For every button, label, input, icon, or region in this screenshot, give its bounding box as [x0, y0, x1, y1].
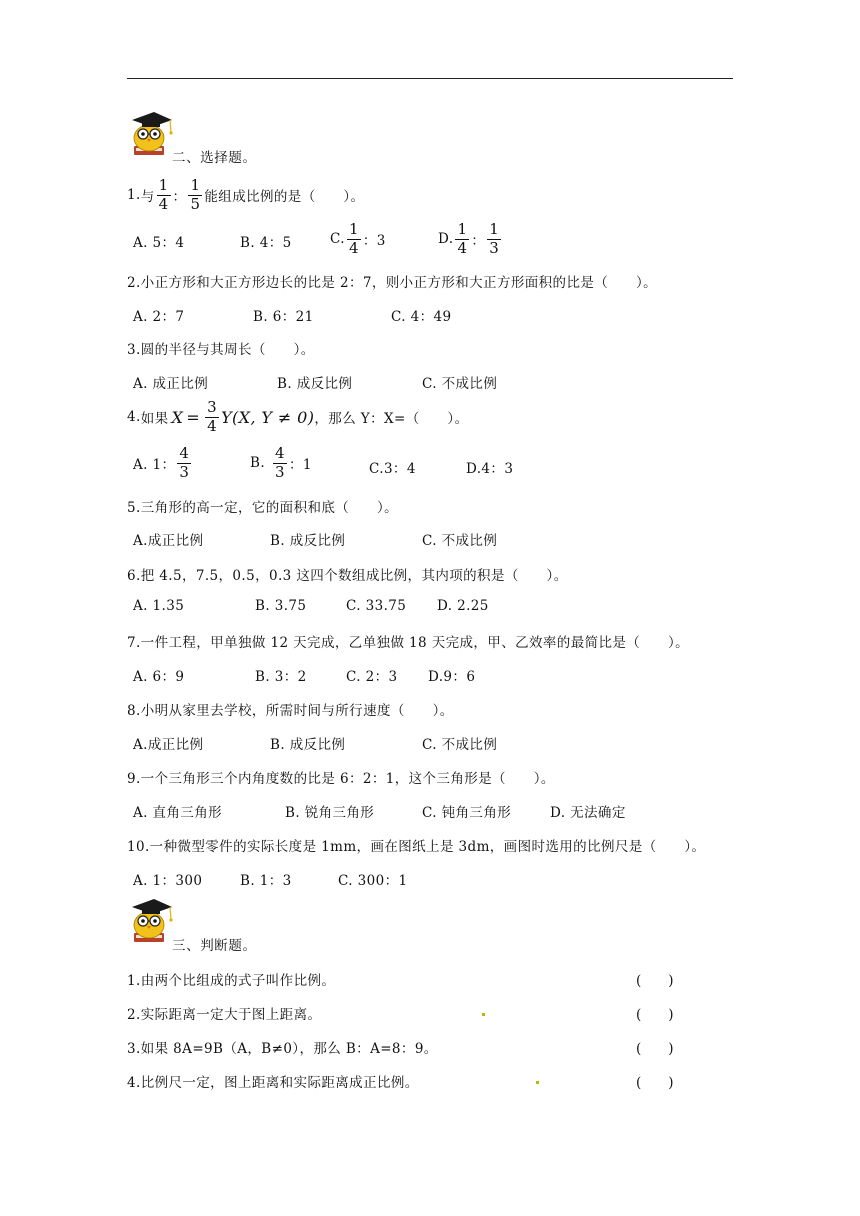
question-number: 1.: [127, 187, 141, 204]
question-text: 把 4.5，7.5，0.5，0.3 这四个数组成比例，其内项的积是（ ）。: [140, 568, 568, 584]
question-number: 10.: [127, 839, 150, 855]
question-5: [127, 496, 398, 516]
option-a[interactable]: A. 1.35: [133, 598, 185, 614]
option-b[interactable]: B. 6：21: [253, 309, 314, 325]
question-number: 7.: [127, 635, 141, 651]
fraction: $\frac{1}{5}$: [190, 176, 201, 213]
question-10: [127, 835, 705, 855]
option-b[interactable]: B. 3：2: [255, 669, 307, 685]
option-d[interactable]: D.4：3: [466, 461, 514, 477]
question-text: 与: [140, 189, 155, 206]
question-text: 能组成比例的是（ ）。: [204, 189, 365, 206]
question-number: 8.: [127, 703, 141, 719]
option-a[interactable]: A. 1：300: [133, 873, 203, 889]
option-d[interactable]: D. 无法确定: [550, 805, 626, 821]
option-c[interactable]: C.3：4: [369, 461, 416, 477]
option-c[interactable]: C. 4：49: [391, 309, 452, 325]
option-d[interactable]: D. $\frac{1}{4}$ ： $\frac{1}{3}$: [438, 220, 500, 257]
question-text: 小正方形和大正方形边长的比是 2：7，则小正方形和大正方形面积的比是（ ）。: [140, 275, 658, 291]
fraction: $\frac{1}{4}$: [158, 176, 169, 213]
question-3: [127, 338, 315, 358]
question-7: [127, 631, 689, 651]
judge-item-4: 4.比例尺一定，图上距离和实际距离成正比例。: [127, 1075, 419, 1091]
question-8: [127, 699, 454, 719]
option-c[interactable]: C. 300：1: [338, 873, 408, 889]
option-b[interactable]: B. 成反比例: [277, 376, 353, 392]
question-text: 如果: [140, 411, 169, 428]
option-b[interactable]: B. 1：3: [240, 873, 292, 889]
option-b[interactable]: B. 锐角三角形: [285, 805, 375, 821]
owl-graduate-icon: [124, 895, 176, 951]
question-2: [127, 271, 657, 291]
option-a[interactable]: A. 5：4: [133, 235, 185, 251]
question-number: 4.: [127, 409, 141, 426]
answer-blank[interactable]: ( ): [636, 1007, 674, 1023]
question-1: 1. 与 $\frac{1}{4}$ ： $\frac{1}{5}$ 能组成比例的是（ ）。: [127, 176, 365, 213]
option-b[interactable]: B. 成反比例: [270, 737, 346, 753]
question-text: 一件工程，甲单独做 12 天完成，乙单独做 18 天完成，甲、乙效率的最简比是（ ）。: [140, 635, 690, 651]
option-b[interactable]: B. 4：5: [240, 235, 292, 251]
question-number: 2.: [127, 275, 141, 291]
option-d[interactable]: D. 2.25: [437, 598, 489, 614]
question-9: [127, 767, 555, 787]
option-a[interactable]: A. 6：9: [133, 669, 185, 685]
option-a[interactable]: A.成正比例: [133, 533, 204, 549]
option-c[interactable]: C. 33.75: [346, 598, 407, 614]
option-a[interactable]: A. 2：7: [133, 309, 185, 325]
answer-blank[interactable]: ( ): [636, 1041, 674, 1057]
section-title: 二、选择题。: [172, 150, 257, 166]
question-text: 一个三角形三个内角度数的比是 6：2：1，这个三角形是（ ）。: [140, 771, 555, 787]
option-b[interactable]: B. 3.75: [255, 598, 307, 614]
question-text: 小明从家里去学校，所需时间与所行速度（ ）。: [140, 703, 454, 719]
speck-mark: [482, 1013, 485, 1016]
judge-item-3: 3.如果 8A=9B（A，B≠0），那么 B：A=8：9。: [127, 1041, 438, 1057]
question-number: 6.: [127, 568, 141, 584]
owl-graduate-icon: [124, 108, 176, 164]
section-title: 三、判断题。: [172, 938, 257, 954]
question-4: 4. 如果 X = $\frac{3}{4}$ Y (X, Y ≠ 0) ，那么 Y：X=（ ）。: [127, 398, 469, 435]
question-number: 9.: [127, 771, 141, 787]
question-number: 3.: [127, 342, 141, 358]
judge-item-1: 1.由两个比组成的式子叫作比例。: [127, 973, 336, 989]
question-6: [127, 564, 568, 584]
option-a[interactable]: A.成正比例: [133, 737, 204, 753]
option-c[interactable]: C. 钝角三角形: [422, 805, 512, 821]
question-text: 圆的半径与其周长（ ）。: [140, 342, 315, 358]
option-c[interactable]: C. 不成比例: [422, 737, 498, 753]
option-d[interactable]: D.9：6: [428, 669, 476, 685]
question-text: ，那么 Y：X=（ ）。: [314, 411, 469, 428]
option-a[interactable]: A. 1： $\frac{4}{3}$: [133, 444, 190, 481]
option-c[interactable]: C. 不成比例: [422, 376, 498, 392]
option-c[interactable]: C. 不成比例: [422, 533, 498, 549]
question-text: 一种微型零件的实际长度是 1mm，画在图纸上是 3dm，画图时选用的比例尺是（ ）。: [149, 839, 706, 855]
option-a[interactable]: A. 成正比例: [133, 376, 209, 392]
option-b[interactable]: B. $\frac{4}{3}$ ：1: [250, 444, 312, 481]
question-text: 三角形的高一定，它的面积和底（ ）。: [140, 500, 399, 516]
speck-mark: [536, 1081, 539, 1084]
question-number: 5.: [127, 500, 141, 516]
judge-item-2: 2.实际距离一定大于图上距离。: [127, 1007, 322, 1023]
option-b[interactable]: B. 成反比例: [270, 533, 346, 549]
option-a[interactable]: A. 直角三角形: [133, 805, 223, 821]
option-c[interactable]: C. $\frac{1}{4}$ ：3: [330, 220, 386, 257]
option-c[interactable]: C. 2：3: [346, 669, 398, 685]
answer-blank[interactable]: ( ): [636, 1075, 674, 1091]
answer-blank[interactable]: ( ): [636, 973, 674, 989]
header-rule: [127, 78, 733, 79]
